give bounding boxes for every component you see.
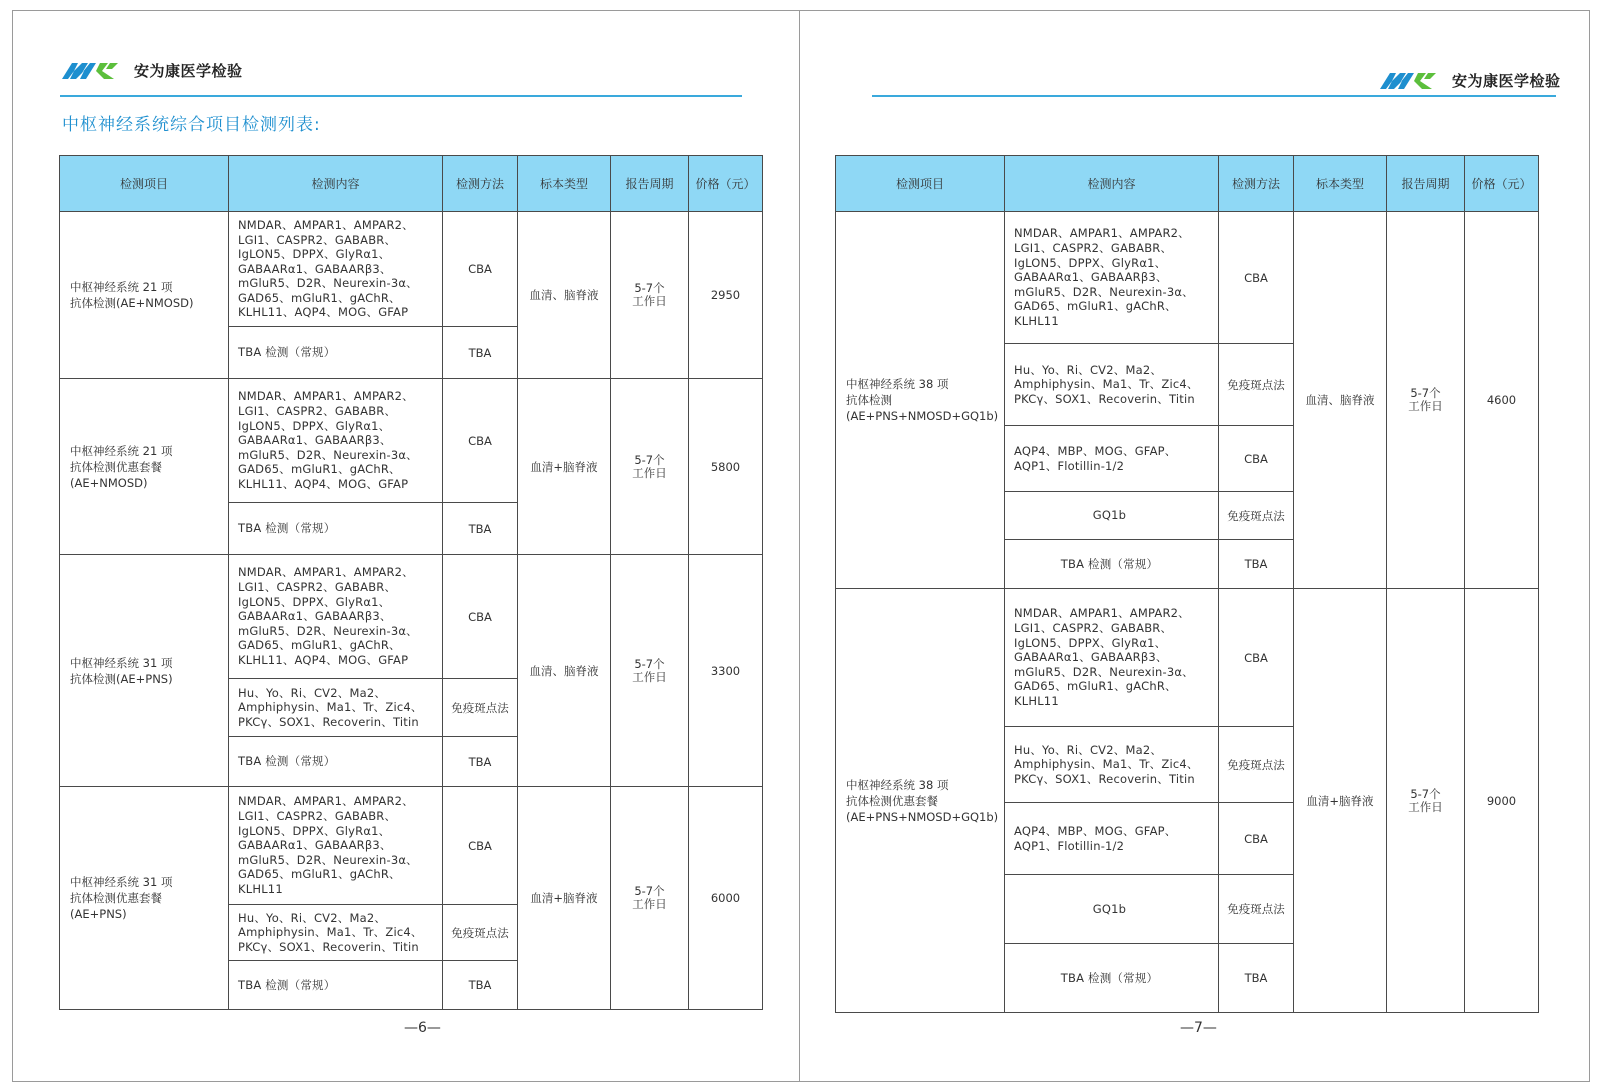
price-cell: 3300 <box>689 555 763 787</box>
method-cell: CBA <box>1219 426 1294 492</box>
method-cell: TBA <box>1219 944 1294 1013</box>
method-cell: CBA <box>1219 212 1294 344</box>
page-number-left: —6— <box>404 1020 441 1036</box>
price-cell: 2950 <box>689 212 763 379</box>
method-cell: CBA <box>443 787 518 905</box>
item-name: 中枢神经系统 31 项 抗体检测优惠套餐 (AE+PNS) <box>60 787 229 1010</box>
method-cell: TBA <box>443 961 518 1010</box>
content-cell: AQP4、MBP、MOG、GFAP、AQP1、Flotillin-1/2 <box>1005 426 1219 492</box>
specimen-cell: 血清+脑脊液 <box>518 787 611 1010</box>
content-cell: TBA 检测（常规） <box>1005 944 1219 1013</box>
table-header-row <box>836 156 1539 212</box>
content-cell: TBA 检测（常规） <box>229 737 443 787</box>
header-content: 检测内容 <box>1005 156 1219 212</box>
specimen-cell: 血清、脑脊液 <box>518 212 611 379</box>
method-cell: CBA <box>1219 589 1294 727</box>
table-row <box>836 589 1539 727</box>
header-content: 检测内容 <box>229 156 443 212</box>
item-name: 中枢神经系统 21 项 抗体检测(AE+NMOSD) <box>60 212 229 379</box>
method-cell: 免疫斑点法 <box>1219 727 1294 803</box>
method-cell: 免疫斑点法 <box>1219 492 1294 540</box>
brand-name: 安为康医学检验 <box>1452 71 1561 90</box>
method-cell: CBA <box>443 212 518 327</box>
header-item: 检测项目 <box>60 156 229 212</box>
price-cell: 6000 <box>689 787 763 1010</box>
header-rule-right <box>872 95 1556 97</box>
content-cell: TBA 检测（常规） <box>1005 540 1219 589</box>
header-specimen: 标本类型 <box>518 156 611 212</box>
content-cell: GQ1b <box>1005 875 1219 944</box>
brand-name: 安为康医学检验 <box>134 61 243 80</box>
specimen-cell: 血清、脑脊液 <box>518 555 611 787</box>
content-cell: Hu、Yo、Ri、CV2、Ma2、Amphiphysin、Ma1、Tr、Zic4、PKCγ、SOX1、Recoverin、Titin <box>1005 344 1219 426</box>
header-period: 报告周期 <box>1387 156 1465 212</box>
period-cell: 5-7个 工作日 <box>1387 589 1465 1013</box>
section-title: 中枢神经系统综合项目检测列表: <box>62 115 321 135</box>
page-number-right: —7— <box>1180 1020 1217 1036</box>
header-item: 检测项目 <box>836 156 1005 212</box>
content-cell: NMDAR、AMPAR1、AMPAR2、LGI1、CASPR2、GABABR、IgLON5、DPPX、GlyRα1、GABAARα1、GABAARβ3、mGluR5、D2R、Neurexin-3α、GAD65、mGluR1、gAChR、KLHL11、AQP4、MOG、GFAP <box>229 212 443 327</box>
period-cell: 5-7个 工作日 <box>611 212 689 379</box>
table-row <box>60 555 763 679</box>
header-rule-left <box>60 95 742 97</box>
table-row <box>60 212 763 327</box>
table-row <box>60 379 763 503</box>
content-cell: TBA 检测（常规） <box>229 327 443 379</box>
table-header-row <box>60 156 763 212</box>
period-cell: 5-7个 工作日 <box>611 555 689 787</box>
item-name: 中枢神经系统 31 项 抗体检测(AE+PNS) <box>60 555 229 787</box>
header-price: 价格（元） <box>689 156 763 212</box>
brand-logo-left <box>60 58 243 82</box>
item-name: 中枢神经系统 21 项 抗体检测优惠套餐 (AE+NMOSD) <box>60 379 229 555</box>
right-price-table <box>835 155 1539 1013</box>
content-cell: TBA 检测（常规） <box>229 503 443 555</box>
method-cell: TBA <box>1219 540 1294 589</box>
content-cell: GQ1b <box>1005 492 1219 540</box>
method-cell: TBA <box>443 737 518 787</box>
content-cell: Hu、Yo、Ri、CV2、Ma2、Amphiphysin、Ma1、Tr、Zic4、PKCγ、SOX1、Recoverin、Titin <box>229 905 443 961</box>
content-cell: NMDAR、AMPAR1、AMPAR2、LGI1、CASPR2、GABABR、IgLON5、DPPX、GlyRα1、GABAARα1、GABAARβ3、mGluR5、D2R、Neurexin-3α、GAD65、mGluR1、gAChR、KLHL11 <box>1005 212 1219 344</box>
specimen-cell: 血清、脑脊液 <box>1294 212 1387 589</box>
content-cell: NMDAR、AMPAR1、AMPAR2、LGI1、CASPR2、GABABR、IgLON5、DPPX、GlyRα1、GABAARα1、GABAARβ3、mGluR5、D2R、Neurexin-3α、GAD65、mGluR1、gAChR、KLHL11 <box>1005 589 1219 727</box>
method-cell: TBA <box>443 327 518 379</box>
method-cell: 免疫斑点法 <box>443 905 518 961</box>
method-cell: CBA <box>443 379 518 503</box>
left-price-table <box>59 155 763 1010</box>
header-specimen: 标本类型 <box>1294 156 1387 212</box>
specimen-cell: 血清+脑脊液 <box>518 379 611 555</box>
content-cell: AQP4、MBP、MOG、GFAP、AQP1、Flotillin-1/2 <box>1005 803 1219 875</box>
method-cell: 免疫斑点法 <box>443 679 518 737</box>
header-method: 检测方法 <box>443 156 518 212</box>
content-cell: Hu、Yo、Ri、CV2、Ma2、Amphiphysin、Ma1、Tr、Zic4、PKCγ、SOX1、Recoverin、Titin <box>1005 727 1219 803</box>
method-cell: CBA <box>1219 803 1294 875</box>
price-cell: 4600 <box>1465 212 1539 589</box>
brand-logo-right <box>1378 68 1561 92</box>
method-cell: 免疫斑点法 <box>1219 344 1294 426</box>
content-cell: TBA 检测（常规） <box>229 961 443 1010</box>
content-cell: NMDAR、AMPAR1、AMPAR2、LGI1、CASPR2、GABABR、IgLON5、DPPX、GlyRα1、GABAARα1、GABAARβ3、mGluR5、D2R、Neurexin-3α、GAD65、mGluR1、gAChR、KLHL11、AQP4、MOG、GFAP <box>229 555 443 679</box>
header-period: 报告周期 <box>611 156 689 212</box>
header-method: 检测方法 <box>1219 156 1294 212</box>
item-name: 中枢神经系统 38 项 抗体检测优惠套餐 (AE+PNS+NMOSD+GQ1b) <box>836 589 1005 1013</box>
item-name: 中枢神经系统 38 项 抗体检测 (AE+PNS+NMOSD+GQ1b) <box>836 212 1005 589</box>
header-price: 价格（元） <box>1465 156 1539 212</box>
content-cell: NMDAR、AMPAR1、AMPAR2、LGI1、CASPR2、GABABR、IgLON5、DPPX、GlyRα1、GABAARα1、GABAARβ3、mGluR5、D2R、Neurexin-3α、GAD65、mGluR1、gAChR、KLHL11 <box>229 787 443 905</box>
brand-mark-icon <box>60 59 132 81</box>
content-cell: Hu、Yo、Ri、CV2、Ma2、Amphiphysin、Ma1、Tr、Zic4、PKCγ、SOX1、Recoverin、Titin <box>229 679 443 737</box>
content-cell: NMDAR、AMPAR1、AMPAR2、LGI1、CASPR2、GABABR、IgLON5、DPPX、GlyRα1、GABAARα1、GABAARβ3、mGluR5、D2R、Neurexin-3α、GAD65、mGluR1、gAChR、KLHL11、AQP4、MOG、GFAP <box>229 379 443 503</box>
specimen-cell: 血清+脑脊液 <box>1294 589 1387 1013</box>
price-cell: 9000 <box>1465 589 1539 1013</box>
table-row <box>60 787 763 905</box>
table-row <box>836 212 1539 344</box>
period-cell: 5-7个 工作日 <box>611 787 689 1010</box>
method-cell: CBA <box>443 555 518 679</box>
period-cell: 5-7个 工作日 <box>1387 212 1465 589</box>
method-cell: 免疫斑点法 <box>1219 875 1294 944</box>
page-fold <box>799 10 800 1082</box>
period-cell: 5-7个 工作日 <box>611 379 689 555</box>
price-cell: 5800 <box>689 379 763 555</box>
method-cell: TBA <box>443 503 518 555</box>
brand-mark-icon <box>1378 69 1450 91</box>
